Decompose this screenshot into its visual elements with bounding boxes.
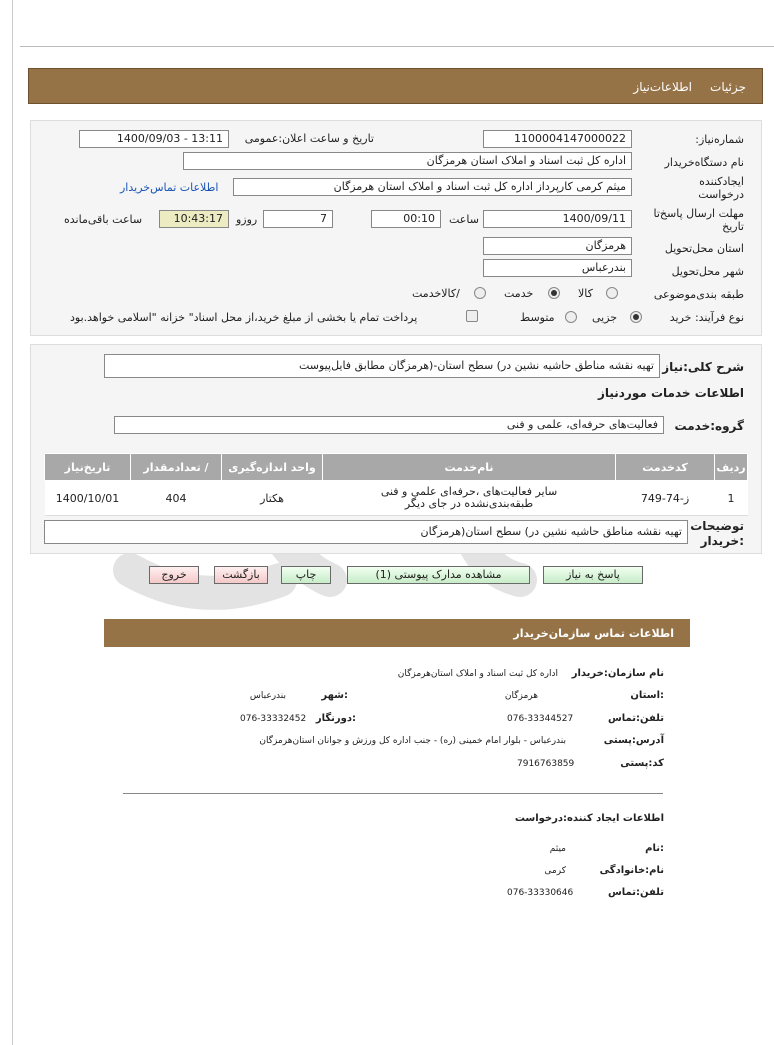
treasury-payment-checkbox[interactable] — [466, 310, 478, 322]
back-button[interactable]: بازگشت — [214, 566, 268, 584]
contact-address-label: آدرس:پستی — [603, 735, 664, 746]
col-header-quantity: / تعدادمقدار — [131, 454, 222, 481]
description-label: شرح کلی:نیاز — [662, 360, 744, 374]
remaining-time-field: 10:43:17 — [159, 210, 229, 228]
reply-button[interactable]: پاسخ به نیاز — [543, 566, 643, 584]
creator-family-value: کرمی — [544, 866, 566, 876]
process-option-minor: جزیی — [592, 311, 618, 324]
deadline-label-1: مهلت ارسال پاسخ‌تا — [653, 207, 744, 220]
cell-unit: هکتار — [222, 481, 323, 516]
buyer-contact-title: اطلاعات تماس سازمان‌خریدار — [513, 627, 674, 640]
services-heading: اطلاعات خدمات موردنیاز — [597, 386, 744, 400]
category-option-goods: کالا — [578, 287, 593, 300]
need-number-field: 1100004147000022 — [483, 130, 632, 148]
col-header-service-code: کدخدمت — [616, 454, 715, 481]
category-radio-service[interactable] — [548, 287, 560, 299]
tab-need-info[interactable]: اطلاعات‌نیاز — [633, 80, 692, 94]
description-field: تهیه نقشه مناطق حاشیه نشین در) سطح استان-(هرمزگان مطابق فایل‌پیوست — [104, 354, 660, 378]
service-group-label: گروه:خدمت — [674, 419, 744, 433]
cell-need-date: 1400/10/01 — [45, 481, 131, 516]
deadline-date-field: 1400/09/11 — [483, 210, 632, 228]
need-number-label: شماره‌نیاز: — [695, 133, 744, 146]
creator-name-label: :نام — [645, 843, 664, 854]
buyer-notes-label-2: :خریدار — [700, 534, 744, 548]
category-label: طبقه بندی‌موضوعی — [653, 288, 744, 301]
col-header-need-date: تاریخ‌نیاز — [45, 454, 131, 481]
left-border-line — [12, 0, 13, 1045]
service-name-line-1: سایر فعالیت‌های ،حرفه‌ای علمی و فنی — [380, 485, 558, 498]
table-header-row — [45, 454, 748, 481]
creator-phone-label: تلفن:تماس — [607, 887, 664, 898]
province-label: استان محل‌تحویل — [664, 242, 744, 255]
category-option-service: خدمت — [504, 287, 534, 300]
service-name-line-2: طبقه‌بندی‌نشده در جای دیگر — [404, 497, 534, 510]
category-radio-goods-service[interactable] — [474, 287, 486, 299]
buyer-org-field: اداره کل ثبت اسناد و املاک استان هرمزگان — [183, 152, 632, 170]
details-header-bar — [28, 68, 763, 104]
days-label: روزو — [236, 213, 258, 226]
contact-org-value: اداره کل ثبت اسناد و املاک استان‌هرمزگان — [397, 669, 558, 679]
contact-postal-value: 7916763859 — [517, 759, 575, 769]
creator-field: میثم کرمی کارپرداز اداره کل ثبت اسناد و املاک استان هرمزگان — [233, 178, 632, 196]
treasury-payment-note: پرداخت تمام یا بخشی از مبلغ خرید،از محل اسناد" خزانه "اسلامی خواهد.بود — [70, 311, 418, 324]
province-field: هرمزگان — [483, 237, 632, 255]
contact-city-value: بندرعباس — [249, 691, 286, 701]
contact-postal-label: کد:پستی — [620, 758, 664, 769]
buyer-org-label: نام دستگاه‌خریدار — [664, 156, 744, 169]
table-row — [45, 481, 748, 516]
contact-fax-value: 076-33332452 — [240, 714, 307, 724]
contact-separator — [123, 793, 663, 794]
contact-address-value: بندرعباس - بلوار امام خمینی (ره) - جنب اداره کل ورزش و جوانان استان‌هرمزگان — [259, 736, 566, 746]
contact-org-label: نام سازمان:خریدار — [571, 668, 664, 679]
creator-info-title: اطلاعات ایجاد کننده:درخواست — [514, 813, 664, 824]
cell-service-name — [323, 481, 616, 516]
deadline-label-2: تاریخ — [722, 220, 744, 233]
attachments-button[interactable]: مشاهده مدارک پیوستی (1) — [347, 566, 530, 584]
top-divider — [20, 46, 774, 47]
buyer-notes-field: تهیه نقشه مناطق حاشیه نشین در) سطح استان(هرمزگان — [44, 520, 688, 544]
city-field: بندرعباس — [483, 259, 632, 277]
col-header-unit: واحد اندازه‌گیری — [222, 454, 323, 481]
deadline-time-field: 00:10 — [371, 210, 441, 228]
creator-label-2: درخواست — [698, 188, 744, 201]
category-radio-goods[interactable] — [606, 287, 618, 299]
contact-phone-value: 076-33344527 — [507, 714, 574, 724]
creator-family-label: نام:خانوادگی — [599, 865, 664, 876]
tab-details[interactable]: جزئیات — [710, 80, 746, 94]
contact-province-label: :استان — [630, 690, 664, 701]
process-radio-minor[interactable] — [630, 311, 642, 323]
cell-quantity: 404 — [131, 481, 222, 516]
days-field: 7 — [263, 210, 333, 228]
col-header-service-name: نام‌خدمت — [323, 454, 616, 481]
announce-label: تاریخ و ساعت اعلان:عمومی — [244, 132, 374, 145]
contact-city-label: :شهر — [321, 690, 348, 701]
service-group-field: فعالیت‌های حرفه‌ای، علمی و فنی — [114, 416, 664, 434]
city-label: شهر محل‌تحویل — [671, 265, 744, 278]
deadline-time-label: ساعت — [449, 213, 479, 226]
process-radio-medium[interactable] — [565, 311, 577, 323]
creator-phone-value: 076-33330646 — [507, 888, 574, 898]
process-option-medium: متوسط — [520, 311, 555, 324]
col-header-row-number: ردیف — [715, 454, 748, 481]
services-table — [44, 453, 748, 516]
announce-date-field: 1400/09/03 - 13:11 — [79, 130, 229, 148]
cell-row-number: 1 — [715, 481, 748, 516]
print-button[interactable]: چاپ — [281, 566, 331, 584]
buyer-notes-label-1: توضیحات — [690, 519, 744, 533]
creator-name-value: میثم — [549, 844, 566, 854]
remaining-label: ساعت باقی‌مانده — [64, 213, 143, 226]
contact-province-value: هرمزگان — [504, 691, 538, 701]
exit-button[interactable]: خروج — [149, 566, 199, 584]
contact-fax-label: :دورنگار — [315, 713, 356, 724]
contact-phone-label: تلفن:تماس — [607, 713, 664, 724]
buyer-contact-link[interactable]: اطلاعات تماس‌خریدار — [120, 181, 219, 194]
process-label: نوع فرآیند: خرید — [669, 311, 744, 324]
cell-service-code: ز-74-749 — [616, 481, 715, 516]
buyer-contact-header — [104, 619, 690, 647]
creator-label-1: ایجادکننده — [699, 175, 744, 188]
category-option-goods-service: /کالاخدمت — [412, 287, 460, 300]
